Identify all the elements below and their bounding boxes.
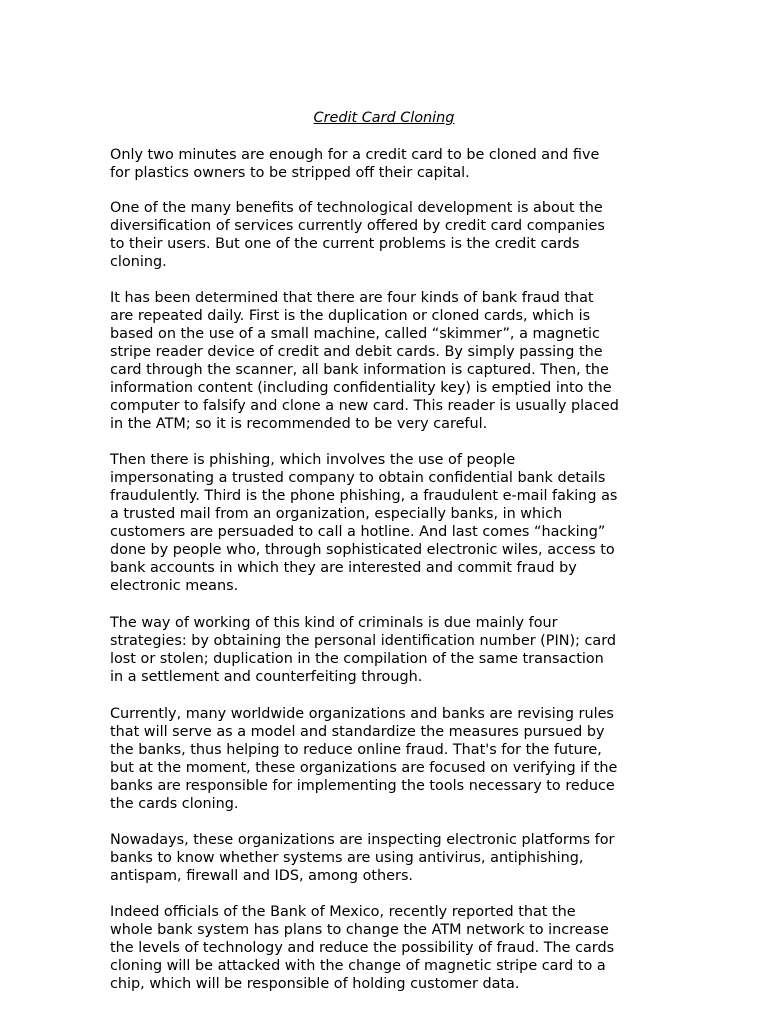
text-line: banks are responsible for implementing the tools necessary to reduce: [110, 778, 615, 794]
text-line: card through the scanner, all bank information is captured. Then, the: [110, 362, 609, 378]
text-line: lost or stolen; duplication in the compilation of the same transaction: [110, 651, 604, 667]
text-line: fraudulently. Third is the phone phishing, a fraudulent e-mail faking as: [110, 488, 618, 504]
text-line: information content (including confidentiality key) is emptied into the: [110, 380, 612, 396]
text-line: computer to falsify and clone a new card. This reader is usually placed: [110, 398, 619, 414]
text-line: customers are persuaded to call a hotline. And last comes “hacking”: [110, 524, 606, 540]
text-line: electronic means.: [110, 578, 239, 594]
text-line: are repeated daily. First is the duplication or cloned cards, which is: [110, 308, 591, 324]
text-line: Nowadays, these organizations are inspecting electronic platforms for: [110, 832, 615, 848]
text-line: in a settlement and counterfeiting through.: [110, 669, 423, 685]
text-line: chip, which will be responsible of holding customer data.: [110, 976, 520, 992]
text-line: that will serve as a model and standardize the measures pursued by: [110, 724, 605, 740]
text-line: diversification of services currently offered by credit card companies: [110, 218, 605, 234]
text-line: impersonating a trusted company to obtain confidential bank details: [110, 470, 606, 486]
text-line: the levels of technology and reduce the possibility of fraud. The cards: [110, 940, 615, 956]
text-line: stripe reader device of credit and debit cards. By simply passing the: [110, 344, 603, 360]
paragraph-7: [110, 831, 670, 885]
paragraph-1: [110, 146, 670, 182]
text-line: but at the moment, these organizations are focused on verifying if the: [110, 760, 618, 776]
text-line: done by people who, through sophisticated electronic wiles, access to: [110, 542, 615, 558]
paragraph-5: [110, 614, 670, 686]
text-line: It has been determined that there are four kinds of bank fraud that: [110, 290, 594, 306]
paragraph-6: [110, 705, 670, 813]
paragraph-2: [110, 199, 670, 271]
text-line: One of the many benefits of technological development is about the: [110, 200, 603, 216]
text-line: Only two minutes are enough for a credit card to be cloned and five: [110, 147, 600, 163]
text-line: based on the use of a small machine, called “skimmer”, a magnetic: [110, 326, 600, 342]
text-line: whole bank system has plans to change the ATM network to increase: [110, 922, 609, 938]
text-line: to their users. But one of the current problems is the credit cards: [110, 236, 580, 252]
text-line: Currently, many worldwide organizations and banks are revising rules: [110, 706, 614, 722]
text-line: Indeed officials of the Bank of Mexico, recently reported that the: [110, 904, 576, 920]
text-line: bank accounts in which they are interested and commit fraud by: [110, 560, 577, 576]
paragraph-4: [110, 451, 670, 595]
text-line: for plastics owners to be stripped off their capital.: [110, 165, 470, 181]
text-line: the banks, thus helping to reduce online fraud. That's for the future,: [110, 742, 602, 758]
text-line: cloning.: [110, 254, 167, 270]
text-line: antispam, firewall and IDS, among others.: [110, 868, 414, 884]
text-line: banks to know whether systems are using antivirus, antiphishing,: [110, 850, 584, 866]
text-line: strategies: by obtaining the personal identification number (PIN); card: [110, 633, 617, 649]
text-line: in the ATM; so it is recommended to be very careful.: [110, 416, 488, 432]
paragraph-8: [110, 903, 670, 993]
text-line: The way of working of this kind of criminals is due mainly four: [110, 615, 558, 631]
paragraph-3: [110, 289, 670, 433]
document-title: Credit Card Cloning: [313, 110, 455, 126]
text-line: a trusted mail from an organization, especially banks, in which: [110, 506, 563, 522]
text-line: the cards cloning.: [110, 796, 239, 812]
text-line: cloning will be attacked with the change of magnetic stripe card to a: [110, 958, 606, 974]
text-line: Then there is phishing, which involves the use of people: [110, 452, 516, 468]
